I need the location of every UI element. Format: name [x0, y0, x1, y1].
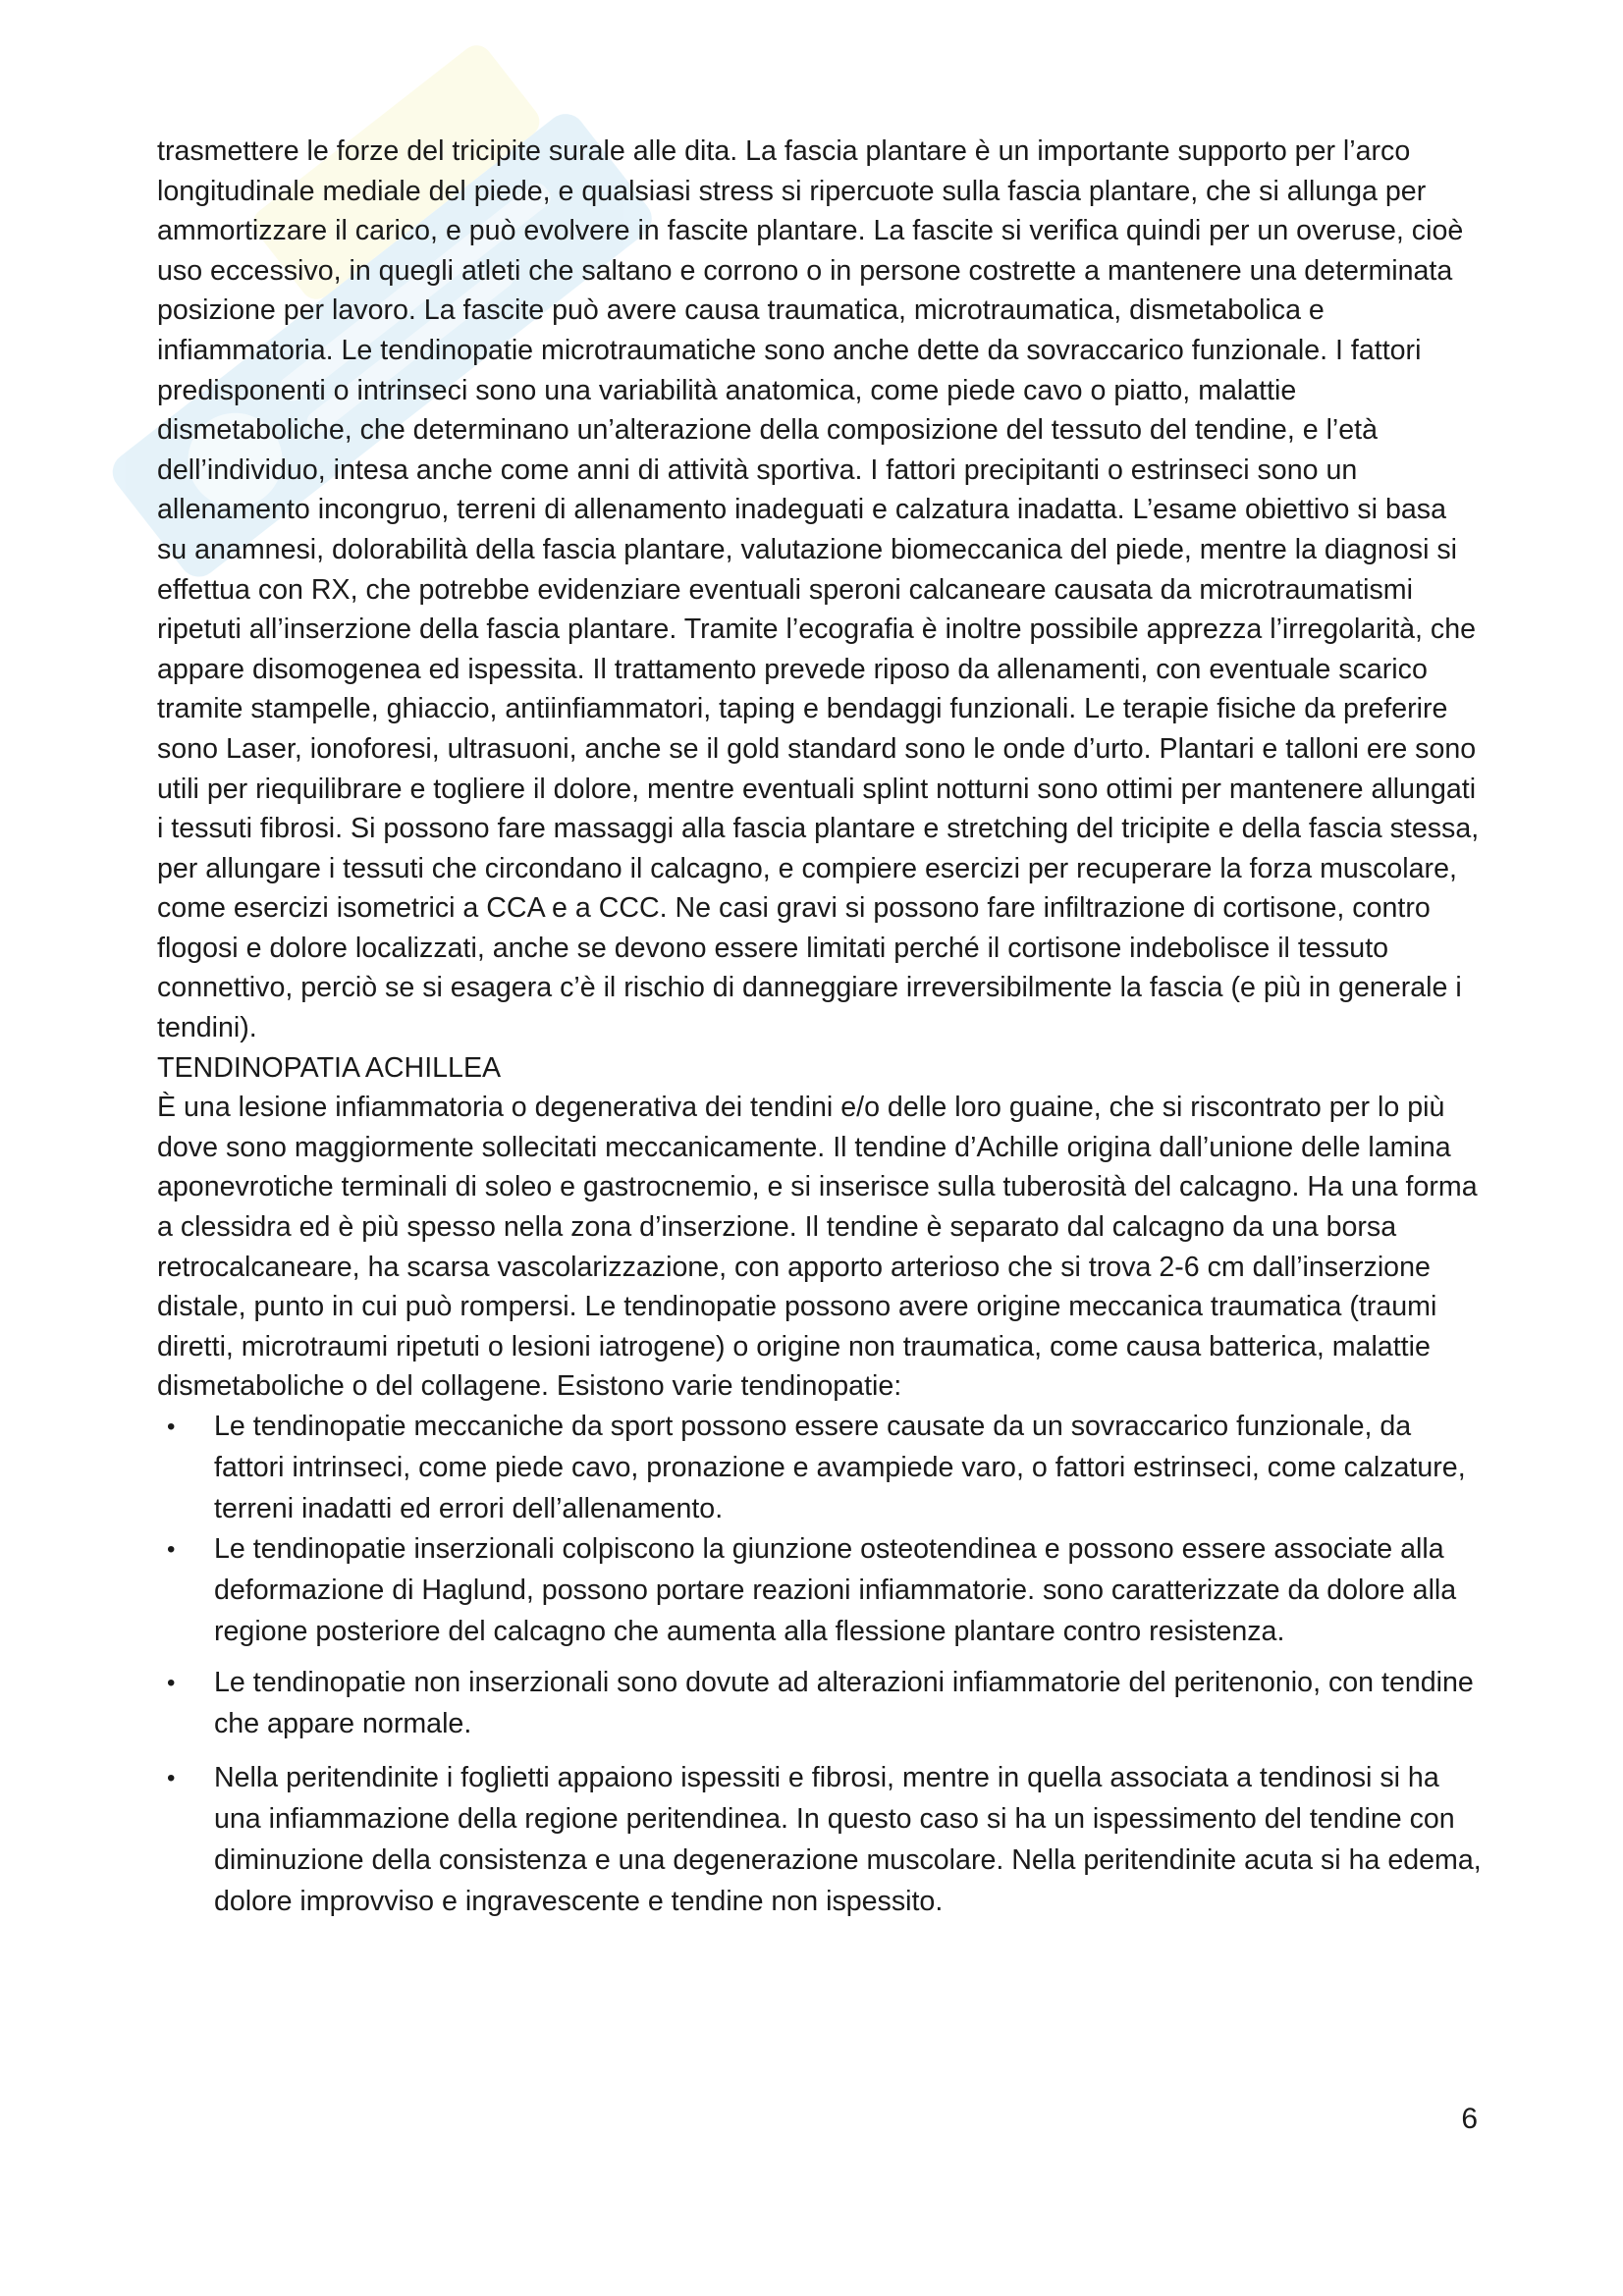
paragraph-fascite-plantare: trasmettere le forze del tricipite surale alle dita. La fascia plantare è un importante supporto per l’arco longitudinale mediale del piede, e qualsiasi stress si ripercuote sulla fascia plantare, che si allunga per ammortizzare il carico, e può evolvere in fascite plantare. La fascite si verifica quindi per un overuse, cioè uso eccessivo, in quegli atleti che saltano e corrono o in persone costrette a mantenere una determinata posizione per lavoro. La fascite può avere causa traumatica, microtraumatica, dismetabolica e infiammatoria. Le tendinopatie microtraumatiche sono anche dette da sovraccarico funzionale. I fattori predisponenti o intrinseci sono una variabilità anatomica, come piede cavo o piatto, malattie dismetaboliche, che determinano un’alterazione della composizione del tessuto del tendine, e l’età dell’individuo, intesa anche come anni di attività sportiva. I fattori precipitanti o estrinseci sono un allenamento incongruo, terreni di allenamento inadeguati e calzatura inadatta. L’esame obiettivo si basa su anamnesi, dolorabilità della fascia plantare, valutazione biomeccanica del piede, mentre la diagnosi si effettua con RX, che potrebbe evidenziare eventuali speroni calcaneare causata da microtraumatismi ripetuti all’inserzione della fascia plantare. Tramite l’ecografia è inoltre possibile apprezza l’irregolarità, che appare disomogenea ed ispessita. Il trattamento prevede riposo da allenamenti, con eventuale scarico tramite stampelle, ghiaccio, antiinfiammatori, taping e bendaggi funzionali. Le terapie fisiche da preferire sono Laser, ionoforesi, ultrasuoni, anche se il gold standard sono le onde d’urto. Plantari e talloni ere sono utili per riequilibrare e togliere il dolore, mentre eventuali splint notturni sono ottimi per mantenere allungati i tessuti fibrosi. Si possono fare massaggi alla fascia plantare e stretching del tricipite e della fascia stessa, per allungare i tessuti che circondano il calcagno, e compiere esercizi per recuperare la forza muscolare, come esercizi isometrici a CCA e a CCC. Ne casi gravi si possono fare infiltrazione di cortisone, contro flogosi e dolore localizzati, anche se devono essere limitati perché il cortisone indebolisce il tessuto connettivo, perciò se si esagera c’è il rischio di danneggiare irreversibilmente la fascia (e più in generale i tendini).: [157, 135, 1480, 1044]
section-heading: TENDINOPATIA ACHILLEA: [157, 1051, 502, 1084]
page-body: [157, 132, 1483, 1923]
list-item-text: Le tendinopatie inserzionali colpiscono la giunzione osteotendinea e possono essere associate alla deformazione di Haglund, possono portare reazioni infiammatorie. sono caratterizzate da dolore alla regione posteriore del calcagno che aumenta alla flessione plantare contro resistenza.: [214, 1533, 1457, 1647]
bullet-icon: •: [167, 1669, 176, 1696]
list-item-text: Nella peritendinite i foglietti appaiono ispessiti e fibrosi, mentre in quella associata a tendinosi si ha una infiammazione della regione peritendinea. In questo caso si ha un ispessimento del tendine con diminuzione della consistenza e una degenerazione muscolare. Nella peritendinite acuta si ha edema, dolore improvviso e ingravescente e tendine non ispessito.: [214, 1762, 1482, 1917]
list-item: [157, 1407, 1483, 1529]
tendinopathy-list: [157, 1407, 1483, 1923]
bullet-icon: •: [167, 1536, 176, 1564]
list-item: [157, 1758, 1483, 1922]
page-number: 6: [1461, 2103, 1478, 2135]
paragraph-tendinopatia-achillea: È una lesione infiammatoria o degenerativa dei tendini e/o delle loro guaine, che si riscontrato per lo più dove sono maggiormente sollecitati meccanicamente. Il tendine d’Achille origina dall’unione delle lamina aponevrotiche terminali di soleo e gastrocnemio, e si inserisce sulla tuberosità del calcagno. Ha una forma a clessidra ed è più spesso nella zona d’inserzione. Il tendine è separato dal calcagno da una borsa retrocalcaneare, ha scarsa vascolarizzazione, con apporto arterioso che si trova 2-6 cm dall’inserzione distale, punto in cui può rompersi. Le tendinopatie possono avere origine meccanica traumatica (traumi diretti, microtraumi ripetuti o lesioni iatrogene) o origine non traumatica, come causa batterica, malattie dismetaboliche o del collagene. Esistono varie tendinopatie:: [157, 1092, 1478, 1403]
bullet-icon: •: [167, 1765, 176, 1792]
list-item: [157, 1529, 1483, 1652]
list-item: [157, 1663, 1483, 1745]
bullet-icon: •: [167, 1414, 176, 1440]
list-item-text: Le tendinopatie non inserzionali sono dovute ad alterazioni infiammatorie del peritenonio, con tendine che appare normale.: [214, 1666, 1474, 1739]
list-item-text: Le tendinopatie meccaniche da sport possono essere causate da un sovraccarico funzionale, da fattori intrinseci, come piede cavo, pronazione e avampiede varo, o fattori estrinseci, come calzature, terreni inadatti ed errori dell’allenamento.: [214, 1411, 1466, 1524]
